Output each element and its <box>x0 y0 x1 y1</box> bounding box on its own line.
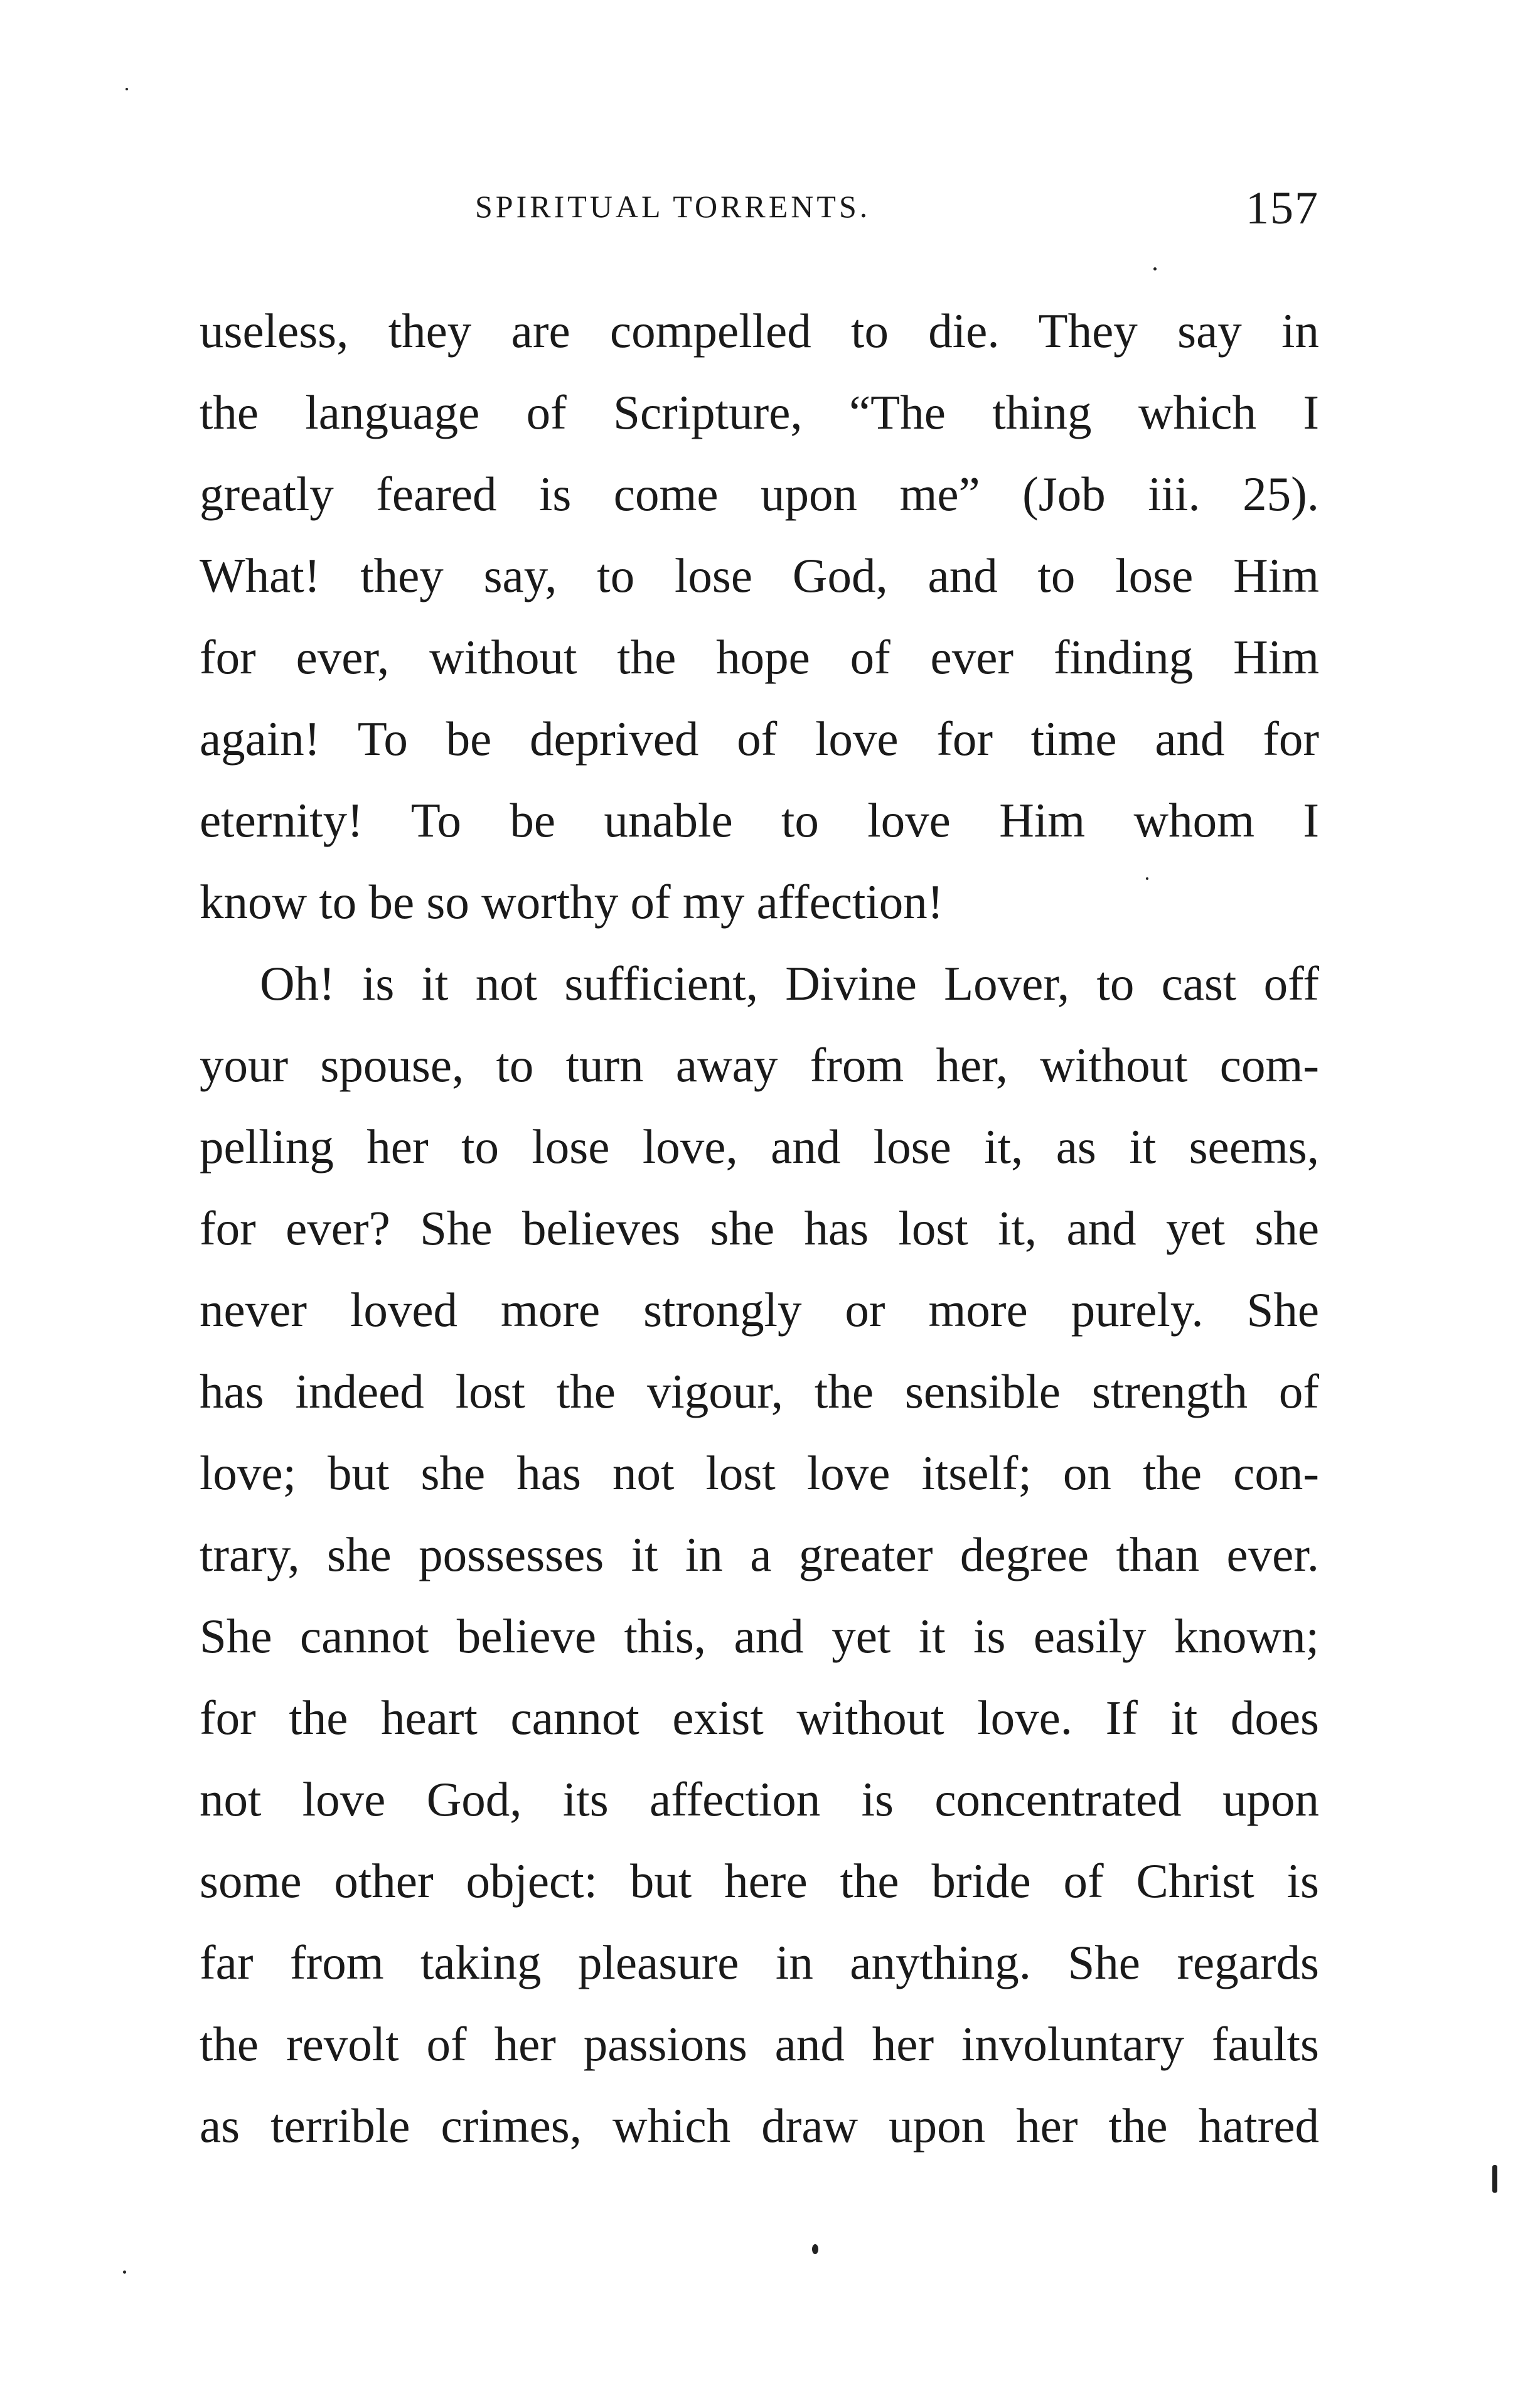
text-line: for ever, without the hope of ever finding Him <box>200 630 1319 684</box>
text-line: has indeed lost the vigour, the sensible strength of <box>200 1364 1319 1418</box>
text-line: for ever? She believes she has lost it, and yet she <box>200 1201 1319 1255</box>
running-head <box>202 182 1319 238</box>
text-line: greatly feared is come upon me” (Job iii. 25). <box>200 467 1319 521</box>
text-line: love; but she has not lost love itself; on the con- <box>200 1446 1319 1500</box>
ink-speck <box>123 2271 126 2274</box>
text-line: pelling her to lose love, and lose it, as it seems, <box>200 1120 1319 1174</box>
text-line: not love God, its affection is concentrated upon <box>200 1772 1319 1826</box>
text-line: some other object: but here the bride of Christ is <box>200 1854 1319 1908</box>
text-line: the revolt of her passions and her involuntary faults <box>200 2017 1319 2071</box>
ink-speck <box>1492 2165 1497 2193</box>
text-line: again! To be deprived of love for time and for <box>200 712 1319 766</box>
text-line: eternity! To be unable to love Him whom I <box>200 793 1319 847</box>
paragraph-oh-is-it-not-sufficient <box>200 943 1319 2166</box>
page-number: 157 <box>1246 183 1319 234</box>
text-line: your spouse, to turn away from her, without com- <box>200 1038 1319 1092</box>
ink-speck <box>1146 877 1148 880</box>
text-line: far from taking pleasure in anything. She regards <box>200 1935 1319 1989</box>
text-line: the language of Scripture, “The thing which I <box>200 385 1319 439</box>
text-line: trary, she possesses it in a greater degree than ever. <box>200 1527 1319 1581</box>
ink-speck <box>1153 267 1157 270</box>
text-line: Oh! is it not sufficient, Divine Lover, to cast off <box>260 956 1319 1010</box>
paragraph-continuation <box>200 290 1319 943</box>
text-line: What! they say, to lose God, and to lose Him <box>200 548 1319 602</box>
running-title: SPIRITUAL TORRENTS. <box>475 189 871 224</box>
text-line: as terrible crimes, which draw upon her the hatred <box>200 2099 1319 2153</box>
text-line: useless, they are compelled to die. They say in <box>200 304 1319 358</box>
text-line: She cannot believe this, and yet it is easily known; <box>200 1609 1319 1663</box>
text-line: never loved more strongly or more purely. She <box>200 1283 1319 1337</box>
ink-speck <box>126 88 128 90</box>
text-line: know to be so worthy of my affection! <box>200 875 944 929</box>
ink-speck <box>812 2244 818 2254</box>
text-line: for the heart cannot exist without love. If it does <box>200 1691 1319 1745</box>
body-text <box>200 290 1319 2166</box>
